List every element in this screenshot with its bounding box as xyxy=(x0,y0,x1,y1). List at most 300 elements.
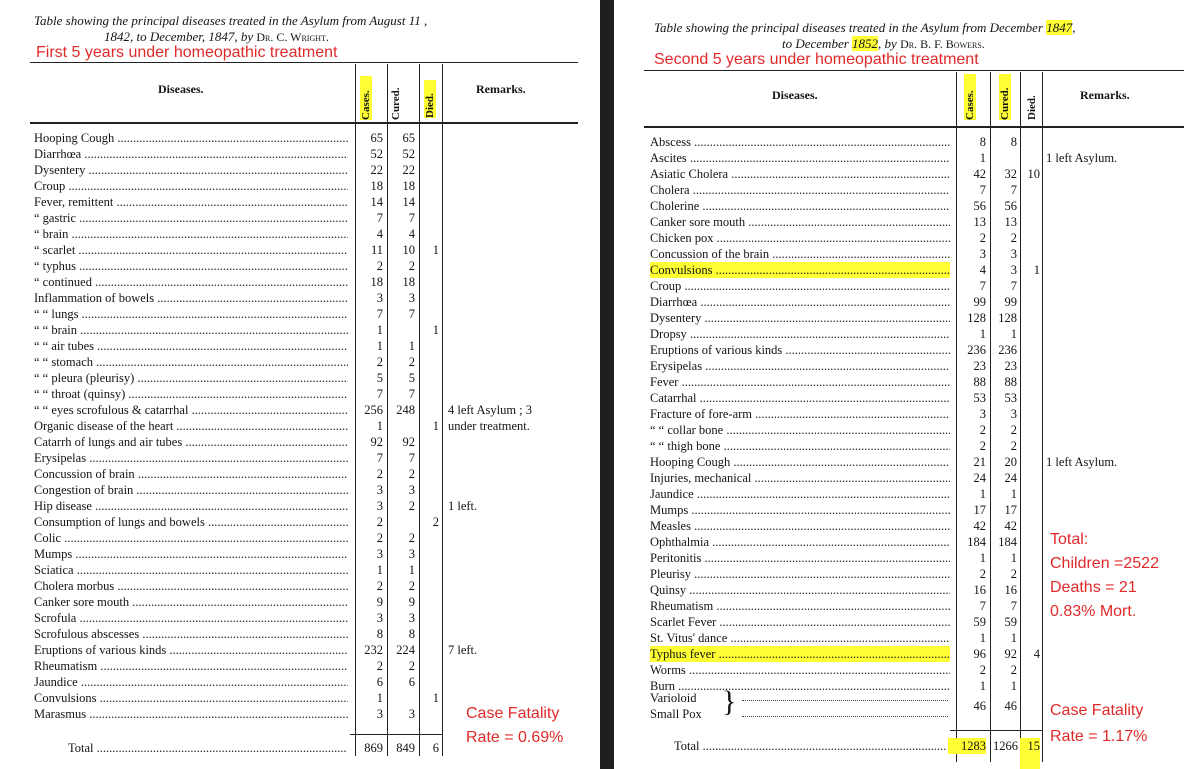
cases-value: 3 xyxy=(979,247,986,261)
disease-name: Quinsy ..... xyxy=(650,582,950,598)
table-row xyxy=(0,418,600,434)
cured-value: 10 xyxy=(402,243,415,257)
cured-value: 2 xyxy=(1010,567,1017,581)
disease-name: Convulsions ..... xyxy=(650,262,950,278)
right-caption-text: Table showing the principal diseases treated in the Asylum from December xyxy=(654,20,1047,35)
cured-value: 3 xyxy=(408,611,415,625)
cases-value: 99 xyxy=(973,295,986,309)
disease-name: “ continued ..... xyxy=(34,274,348,290)
left-total-cases: 869 xyxy=(364,741,383,755)
cases-value: 3 xyxy=(979,407,986,421)
disease-name: Erysipelas ..... xyxy=(650,358,950,374)
cured-value: 14 xyxy=(402,195,415,209)
table-row xyxy=(614,262,1192,278)
cured-value: 184 xyxy=(998,535,1017,549)
table-row xyxy=(614,214,1192,230)
disease-name: Eruptions of various kinds ..... xyxy=(34,642,348,658)
left-top-rule xyxy=(30,62,578,63)
cured-value: 32 xyxy=(1004,167,1017,181)
cases-value: 4 xyxy=(376,227,383,241)
cases-value: 2 xyxy=(979,439,986,453)
cases-value: 14 xyxy=(370,195,383,209)
disease-name: Rheumatism ..... xyxy=(34,658,348,674)
left-caption-dates: 1842, to December, 1847, by xyxy=(104,29,257,44)
cured-value: 7 xyxy=(408,211,415,225)
cases-value: 59 xyxy=(973,615,986,629)
table-row xyxy=(614,198,1192,214)
disease-name: “ “ throat (quinsy) ..... xyxy=(34,386,348,402)
remarks-text: 1 left Asylum. xyxy=(1046,455,1118,469)
cases-value: 7 xyxy=(376,307,383,321)
cured-value: 3 xyxy=(1010,247,1017,261)
cured-value: 224 xyxy=(396,643,415,657)
cured-value: 18 xyxy=(402,179,415,193)
cured-value: 2 xyxy=(408,499,415,513)
table-row xyxy=(0,434,600,450)
right-varioloid-label: Varioloid xyxy=(650,691,697,705)
right-total-cases: 1283 xyxy=(948,738,986,754)
disease-name: Fever, remittent ..... xyxy=(34,194,348,210)
disease-name: Croup ..... xyxy=(650,278,950,294)
left-red-title: First 5 years under homeopathic treatment xyxy=(36,44,338,61)
right-header-died: Died. xyxy=(1026,95,1038,120)
cases-value: 9 xyxy=(376,595,383,609)
disease-name: “ typhus ..... xyxy=(34,258,348,274)
cases-value: 256 xyxy=(364,403,383,417)
right-header-rule xyxy=(644,126,1184,128)
table-row xyxy=(614,374,1192,390)
table-row xyxy=(0,514,600,530)
disease-name: Injuries, mechanical ..... xyxy=(650,470,950,486)
table-row xyxy=(614,182,1192,198)
cured-value: 2 xyxy=(1010,439,1017,453)
disease-name: Inflammation of bowels ..... xyxy=(34,290,348,306)
left-header-cured: Cured. xyxy=(390,87,402,120)
disease-name: Concussion of brain ..... xyxy=(34,466,348,482)
died-value: 2 xyxy=(432,515,439,529)
table-row xyxy=(614,630,1192,646)
cured-value: 16 xyxy=(1004,583,1017,597)
right-caption-author: Dr. B. F. Bowers. xyxy=(900,37,985,51)
cured-value: 2 xyxy=(1010,231,1017,245)
cases-value: 1 xyxy=(979,151,986,165)
left-total-rule xyxy=(350,734,442,735)
cured-value: 1 xyxy=(1010,327,1017,341)
cured-value: 92 xyxy=(402,435,415,449)
table-row xyxy=(0,242,600,258)
table-row xyxy=(0,674,600,690)
cases-value: 5 xyxy=(376,371,383,385)
disease-name: “ “ brain ..... xyxy=(34,322,348,338)
cured-value: 22 xyxy=(402,163,415,177)
disease-name: “ “ pleura (pleurisy) ..... xyxy=(34,370,348,386)
table-row xyxy=(0,178,600,194)
table-row xyxy=(614,310,1192,326)
table-row xyxy=(0,130,600,146)
cured-value: 7 xyxy=(408,307,415,321)
table-row xyxy=(0,562,600,578)
cured-value: 4 xyxy=(408,227,415,241)
right-caption-comma: , xyxy=(1072,20,1076,35)
table-row xyxy=(614,438,1192,454)
cured-value: 236 xyxy=(998,343,1017,357)
cases-value: 53 xyxy=(973,391,986,405)
right-caption-year-start: 1847 xyxy=(1046,20,1073,35)
disease-name: “ “ thigh bone ..... xyxy=(650,438,950,454)
right-header-cured: Cured. xyxy=(999,74,1011,120)
table-row xyxy=(0,610,600,626)
disease-name: Concussion of the brain ..... xyxy=(650,246,950,262)
cured-value: 1 xyxy=(1010,679,1017,693)
right-vario-cases: 46 xyxy=(973,699,986,713)
died-value: 1 xyxy=(432,323,439,337)
disease-name: Hooping Cough ..... xyxy=(650,454,950,470)
cured-value: 52 xyxy=(402,147,415,161)
disease-name: Worms ..... xyxy=(650,662,950,678)
table-row xyxy=(614,406,1192,422)
table-row xyxy=(0,274,600,290)
right-top-rule xyxy=(644,70,1184,71)
cases-value: 236 xyxy=(967,343,986,357)
left-header-died: Died. xyxy=(424,80,436,118)
right-caption-to: to December xyxy=(782,36,853,51)
cases-value: 3 xyxy=(376,291,383,305)
table-row xyxy=(0,546,600,562)
cured-value: 7 xyxy=(408,387,415,401)
left-fatality-line1: Case Fatality xyxy=(466,705,560,722)
cases-value: 232 xyxy=(364,643,383,657)
cases-value: 52 xyxy=(370,147,383,161)
disease-name: Catarrhal ..... xyxy=(650,390,950,406)
disease-name: Measles ..... xyxy=(650,518,950,534)
disease-name: Eruptions of various kinds ..... xyxy=(650,342,950,358)
remarks-text: under treatment. xyxy=(448,419,530,433)
table-row xyxy=(0,498,600,514)
cured-value: 3 xyxy=(408,547,415,561)
cured-value: 65 xyxy=(402,131,415,145)
table-row xyxy=(0,306,600,322)
cases-value: 18 xyxy=(370,275,383,289)
disease-name: Fracture of fore-arm ..... xyxy=(650,406,950,422)
table-row xyxy=(0,386,600,402)
disease-name: Colic ..... xyxy=(34,530,348,546)
right-group-brace: } xyxy=(722,685,737,718)
cured-value: 1 xyxy=(408,339,415,353)
cases-value: 3 xyxy=(376,611,383,625)
right-fatality-line2: Rate = 1.17% xyxy=(1050,728,1148,745)
disease-name: Mumps ..... xyxy=(34,546,348,562)
cured-value: 3 xyxy=(408,483,415,497)
cases-value: 8 xyxy=(376,627,383,641)
cases-value: 7 xyxy=(979,599,986,613)
left-total-died: 6 xyxy=(432,741,439,755)
cases-value: 2 xyxy=(376,531,383,545)
disease-name: Rheumatism ..... xyxy=(650,598,950,614)
table-row xyxy=(0,338,600,354)
table-row xyxy=(614,390,1192,406)
table-row xyxy=(0,530,600,546)
cases-value: 3 xyxy=(376,547,383,561)
table-row xyxy=(0,578,600,594)
table-row xyxy=(614,326,1192,342)
right-caption-line2 xyxy=(782,36,985,52)
table-row xyxy=(0,226,600,242)
cured-value: 18 xyxy=(402,275,415,289)
cases-value: 2 xyxy=(979,423,986,437)
table-row xyxy=(614,134,1192,150)
disease-name: Hip disease ..... xyxy=(34,498,348,514)
disease-name: Congestion of brain ..... xyxy=(34,482,348,498)
cases-value: 1 xyxy=(376,691,383,705)
right-summary-line: Total: xyxy=(1050,531,1089,548)
cases-value: 7 xyxy=(376,451,383,465)
disease-name: Marasmus ..... xyxy=(34,706,348,722)
cases-value: 2 xyxy=(376,659,383,673)
cured-value: 1 xyxy=(1010,631,1017,645)
disease-name: “ brain ..... xyxy=(34,226,348,242)
table-row xyxy=(614,294,1192,310)
left-total-cured: 849 xyxy=(396,741,415,755)
table-row xyxy=(0,626,600,642)
disease-name: Dysentery ..... xyxy=(34,162,348,178)
disease-name: Scrofulous abscesses ..... xyxy=(34,626,348,642)
table-row xyxy=(614,502,1192,518)
cured-value: 99 xyxy=(1004,295,1017,309)
table-row xyxy=(0,450,600,466)
disease-name: Typhus fever ..... xyxy=(650,646,950,662)
disease-name: Mumps ..... xyxy=(650,502,950,518)
cured-value: 3 xyxy=(408,707,415,721)
remarks-text: 4 left Asylum ; 3 xyxy=(448,403,533,417)
cases-value: 2 xyxy=(376,515,383,529)
died-value: 4 xyxy=(1033,647,1040,661)
disease-name: Organic disease of the heart ..... xyxy=(34,418,348,434)
cases-value: 21 xyxy=(973,455,986,469)
cases-value: 7 xyxy=(979,279,986,293)
cases-value: 2 xyxy=(376,467,383,481)
left-caption-line1: Table showing the principal diseases treated in the Asylum from August 11 , xyxy=(34,13,428,28)
cured-value: 2 xyxy=(408,355,415,369)
right-caption-line1 xyxy=(654,20,1076,36)
right-smallpox-label: Small Pox xyxy=(650,707,702,721)
table-row xyxy=(0,210,600,226)
cases-value: 1 xyxy=(979,551,986,565)
cases-value: 65 xyxy=(370,131,383,145)
right-total-cured: 1266 xyxy=(993,739,1018,753)
cases-value: 2 xyxy=(376,355,383,369)
cases-value: 1 xyxy=(979,679,986,693)
cured-value: 3 xyxy=(408,291,415,305)
right-caption-by: , by xyxy=(878,36,901,51)
disease-name: Diarrhœa ..... xyxy=(34,146,348,162)
left-header-cases: Cases. xyxy=(360,76,372,120)
table-row xyxy=(614,358,1192,374)
table-row xyxy=(0,466,600,482)
right-vario-cured: 46 xyxy=(1004,699,1017,713)
cases-value: 2 xyxy=(979,567,986,581)
table-row xyxy=(614,454,1192,470)
cured-value: 53 xyxy=(1004,391,1017,405)
table-row xyxy=(614,230,1192,246)
table-row xyxy=(614,246,1192,262)
table-row xyxy=(614,646,1192,662)
cured-value: 2 xyxy=(1010,423,1017,437)
disease-name: Dropsy ..... xyxy=(650,326,950,342)
disease-name: “ “ air tubes ..... xyxy=(34,338,348,354)
left-header-remarks: Remarks. xyxy=(476,82,526,96)
cases-value: 23 xyxy=(973,359,986,373)
cases-value: 42 xyxy=(973,519,986,533)
cured-value: 248 xyxy=(396,403,415,417)
right-fatality-line1: Case Fatality xyxy=(1050,702,1144,719)
disease-name: “ “ eyes scrofulous & catarrhal ..... xyxy=(34,402,348,418)
right-total-rule xyxy=(950,730,1042,731)
table-row xyxy=(0,658,600,674)
table-row xyxy=(0,402,600,418)
right-fatality-note xyxy=(1050,698,1147,750)
table-row xyxy=(614,470,1192,486)
disease-name: Ophthalmia ..... xyxy=(650,534,950,550)
table-row xyxy=(0,594,600,610)
cured-value: 5 xyxy=(408,371,415,385)
disease-name: Pleurisy ..... xyxy=(650,566,950,582)
disease-name: Convulsions ..... xyxy=(34,690,348,706)
cured-value: 1 xyxy=(1010,487,1017,501)
cured-value: 9 xyxy=(408,595,415,609)
table-row xyxy=(0,194,600,210)
disease-name: Fever ..... xyxy=(650,374,950,390)
cases-value: 1 xyxy=(979,327,986,341)
disease-name: “ “ collar bone ..... xyxy=(650,422,950,438)
cases-value: 6 xyxy=(376,675,383,689)
cases-value: 184 xyxy=(967,535,986,549)
disease-name: Asiatic Cholera ..... xyxy=(650,166,950,182)
cases-value: 2 xyxy=(979,663,986,677)
disease-name: “ “ stomach ..... xyxy=(34,354,348,370)
cured-value: 3 xyxy=(1010,407,1017,421)
cured-value: 23 xyxy=(1004,359,1017,373)
died-value: 10 xyxy=(1027,167,1040,181)
table-row xyxy=(614,662,1192,678)
cured-value: 17 xyxy=(1004,503,1017,517)
cured-value: 42 xyxy=(1004,519,1017,533)
cases-value: 11 xyxy=(370,243,383,257)
right-summary-note xyxy=(1050,528,1159,624)
cured-value: 2 xyxy=(408,579,415,593)
right-smallpox-leader xyxy=(742,716,948,718)
table-row xyxy=(0,290,600,306)
remarks-text: 1 left. xyxy=(448,499,478,513)
disease-name: Ascites ..... xyxy=(650,150,950,166)
cases-value: 88 xyxy=(973,375,986,389)
disease-name: Jaundice ..... xyxy=(34,674,348,690)
cases-value: 2 xyxy=(376,579,383,593)
cases-value: 1 xyxy=(376,323,383,337)
cured-value: 88 xyxy=(1004,375,1017,389)
cases-value: 1 xyxy=(376,419,383,433)
table-row xyxy=(614,278,1192,294)
disease-name: Dysentery ..... xyxy=(650,310,950,326)
cases-value: 24 xyxy=(973,471,986,485)
table-row xyxy=(0,322,600,338)
cases-value: 92 xyxy=(370,435,383,449)
cases-value: 13 xyxy=(973,215,986,229)
cured-value: 7 xyxy=(1010,279,1017,293)
cases-value: 7 xyxy=(376,387,383,401)
disease-name: Cholera morbus ..... xyxy=(34,578,348,594)
cases-value: 2 xyxy=(376,259,383,273)
right-summary-line: Deaths = 21 xyxy=(1050,579,1137,596)
disease-name: Abscess ..... xyxy=(650,134,950,150)
cured-value: 20 xyxy=(1004,455,1017,469)
table-row xyxy=(0,354,600,370)
disease-name: Chicken pox ..... xyxy=(650,230,950,246)
cured-value: 7 xyxy=(1010,599,1017,613)
table-row xyxy=(0,642,600,658)
right-summary-line: Children =2522 xyxy=(1050,555,1159,572)
right-total-died: 15 xyxy=(1020,738,1040,769)
left-header-diseases: Diseases. xyxy=(158,82,204,96)
disease-name: Cholerine ..... xyxy=(650,198,950,214)
died-value: 1 xyxy=(432,243,439,257)
cured-value: 24 xyxy=(1004,471,1017,485)
table-row xyxy=(614,342,1192,358)
cured-value: 59 xyxy=(1004,615,1017,629)
left-fatality-note xyxy=(466,702,563,750)
table-row xyxy=(0,370,600,386)
disease-name: Catarrh of lungs and air tubes ..... xyxy=(34,434,348,450)
cured-value: 92 xyxy=(1004,647,1017,661)
died-value: 1 xyxy=(432,691,439,705)
cured-value: 56 xyxy=(1004,199,1017,213)
died-value: 1 xyxy=(1033,263,1040,277)
cured-value: 1 xyxy=(408,563,415,577)
cured-value: 7 xyxy=(1010,183,1017,197)
disease-name: “ gastric ..... xyxy=(34,210,348,226)
cured-value: 1 xyxy=(1010,551,1017,565)
cases-value: 3 xyxy=(376,707,383,721)
table-row xyxy=(614,166,1192,182)
cases-value: 7 xyxy=(376,211,383,225)
left-caption-author: Dr. C. Wright. xyxy=(256,30,329,44)
table-row xyxy=(0,258,600,274)
disease-name: Consumption of lungs and bowels ..... xyxy=(34,514,348,530)
disease-name: “ “ lungs ..... xyxy=(34,306,348,322)
right-header-diseases: Diseases. xyxy=(772,88,818,102)
cured-value: 2 xyxy=(1010,663,1017,677)
disease-name: Peritonitis ..... xyxy=(650,550,950,566)
cases-value: 1 xyxy=(979,631,986,645)
right-table-page xyxy=(614,0,1192,769)
cases-value: 7 xyxy=(979,183,986,197)
died-value: 1 xyxy=(432,419,439,433)
remarks-text: 1 left Asylum. xyxy=(1046,151,1118,165)
cases-value: 18 xyxy=(370,179,383,193)
cases-value: 17 xyxy=(973,503,986,517)
cured-value: 128 xyxy=(998,311,1017,325)
disease-name: Burn ..... xyxy=(650,678,950,694)
cases-value: 128 xyxy=(967,311,986,325)
right-caption-year-end: 1852 xyxy=(852,36,879,51)
remarks-text: 7 left. xyxy=(448,643,478,657)
disease-name: Cholera ..... xyxy=(650,182,950,198)
cases-value: 22 xyxy=(370,163,383,177)
table-row xyxy=(614,150,1192,166)
disease-name: Canker sore mouth ..... xyxy=(650,214,950,230)
right-header-remarks: Remarks. xyxy=(1080,88,1130,102)
cases-value: 8 xyxy=(979,135,986,149)
cured-value: 7 xyxy=(408,451,415,465)
